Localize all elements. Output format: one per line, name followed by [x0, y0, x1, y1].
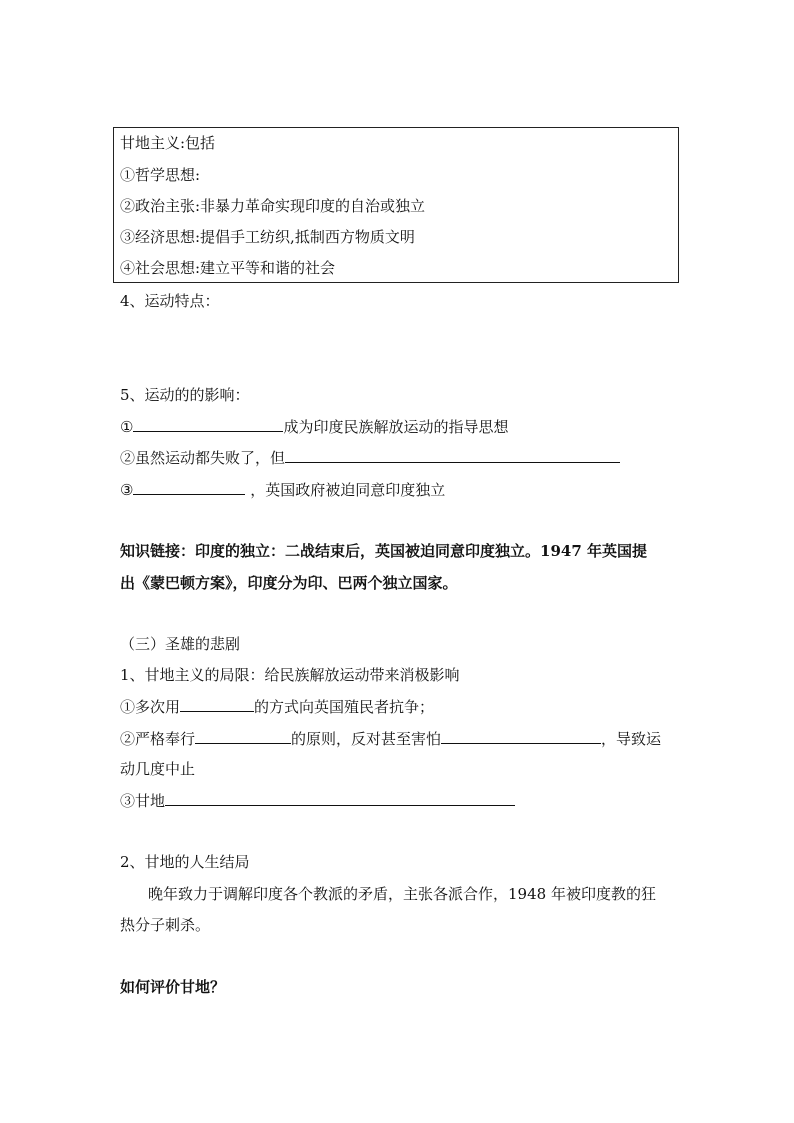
item3-prefix: ③	[120, 481, 134, 499]
knowledge-link-line2: 出《蒙巴顿方案》，印度分为印、巴两个独立国家。	[120, 574, 458, 592]
limit-item2	[120, 728, 661, 749]
limit-item3	[120, 790, 515, 811]
gandhism-box	[113, 127, 679, 283]
limit3-prefix: ③甘地	[120, 792, 166, 810]
gandhism-title: 甘地主义:包括	[120, 134, 216, 152]
ending-heading: 2、甘地的人生结局	[120, 853, 250, 871]
section4-heading: 4、运动特点：	[120, 292, 220, 310]
limit2-middle: 的原则，反对甚至害怕	[291, 730, 442, 748]
fill-blank[interactable]	[441, 728, 601, 744]
fill-blank[interactable]	[195, 728, 291, 744]
limit2-suffix: ，导致运	[601, 730, 662, 748]
section5-item1	[120, 416, 508, 437]
item1-suffix: 成为印度民族解放运动的指导思想	[283, 418, 509, 436]
limit-item1	[120, 696, 434, 717]
gandhism-politics: ②政治主张:非暴力革命实现印度的自治或独立	[120, 197, 426, 215]
limit-item2-continued: 动几度中止	[120, 760, 196, 778]
fill-blank[interactable]	[165, 790, 515, 806]
item3-suffix: ，英国政府被迫同意印度独立	[250, 481, 446, 499]
ending-line1: 晚年致力于调解印度各个教派的矛盾，主张各派合作，1948 年被印度教的狂	[148, 885, 656, 903]
fill-blank[interactable]	[133, 416, 283, 432]
fill-blank[interactable]	[180, 696, 254, 712]
limit2-prefix: ②严格奉行	[120, 730, 196, 748]
ending-line2: 热分子刺杀。	[120, 916, 211, 934]
evaluation-question: 如何评价甘地？	[120, 978, 226, 996]
knowledge-link-line1: 知识链接：印度的独立：二战结束后，英国被迫同意印度独立。1947 年英国提	[120, 542, 647, 560]
part3-heading: （三）圣雄的悲剧	[120, 635, 241, 653]
limit-heading: 1、甘地主义的局限：给民族解放运动带来消极影响	[120, 666, 460, 684]
fill-blank[interactable]	[285, 447, 620, 463]
gandhism-society: ④社会思想:建立平等和谐的社会	[120, 259, 336, 277]
gandhism-economy: ③经济思想:提倡手工纺织,抵制西方物质文明	[120, 228, 415, 246]
item1-prefix: ①	[120, 418, 134, 436]
item2-prefix: ②虽然运动都失败了，但	[120, 449, 286, 467]
gandhism-philosophy: ①哲学思想:	[120, 166, 201, 184]
limit1-suffix: 的方式向英国殖民者抗争；	[254, 698, 435, 716]
section5-item2	[120, 447, 620, 468]
section5-item3	[120, 479, 445, 500]
section5-heading: 5、运动的的影响：	[120, 386, 250, 404]
limit1-prefix: ①多次用	[120, 698, 181, 716]
fill-blank[interactable]	[133, 479, 245, 495]
